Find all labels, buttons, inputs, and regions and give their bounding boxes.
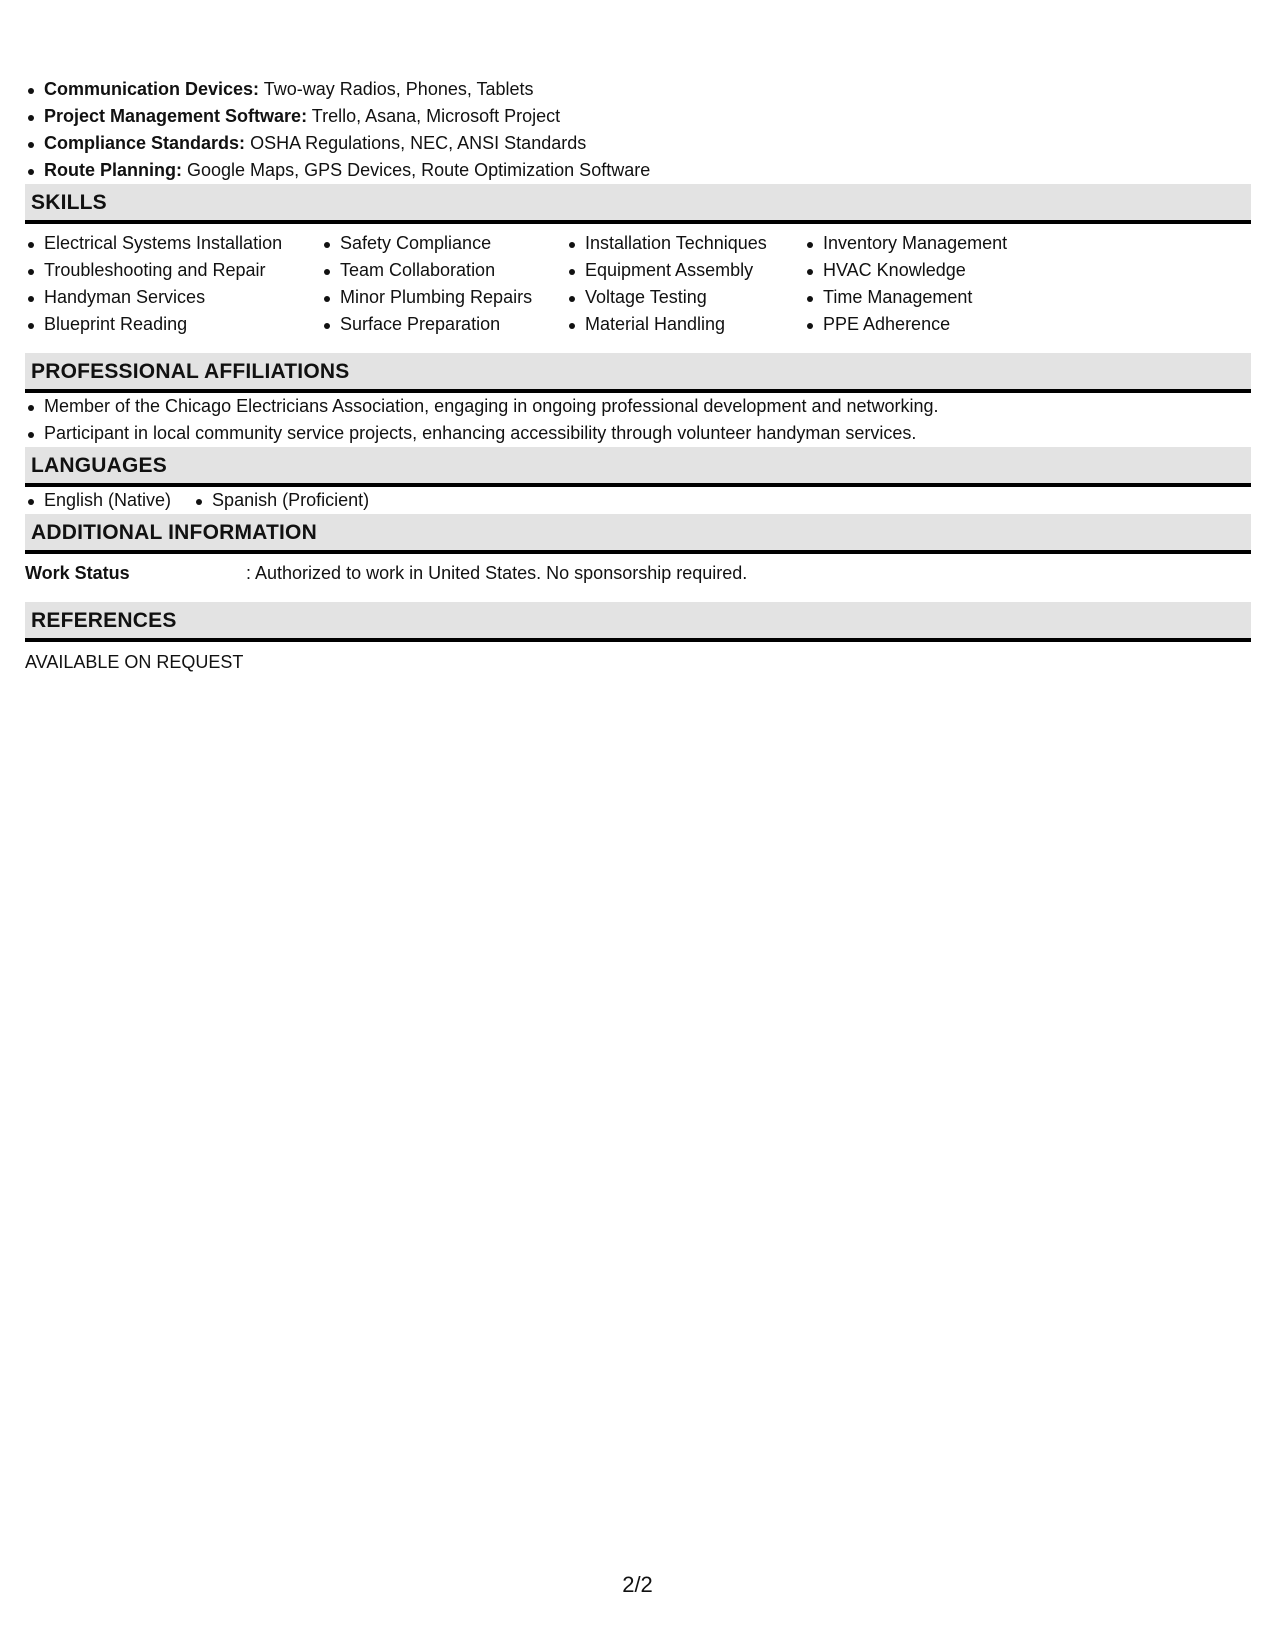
affiliation-item: Member of the Chicago Electricians Association, engaging in ongoing professional development and networking. — [25, 393, 1251, 420]
tools-item — [25, 157, 1251, 184]
skill-item: Electrical Systems Installation — [25, 230, 321, 257]
skill-item: Installation Techniques — [566, 230, 804, 257]
languages-heading: LANGUAGES — [25, 447, 1251, 487]
tools-item-value: Google Maps, GPS Devices, Route Optimization Software — [187, 160, 651, 180]
references-text: AVAILABLE ON REQUEST — [25, 652, 244, 672]
tools-item-label: Communication Devices: — [44, 79, 260, 99]
skills-heading: SKILLS — [25, 184, 1251, 224]
skills-column — [321, 230, 566, 338]
affiliation-item: Participant in local community service projects, enhancing accessibility through volunteer handyman services. — [25, 420, 1251, 447]
skill-item: Handyman Services — [25, 284, 321, 311]
skill-item: Equipment Assembly — [566, 257, 804, 284]
affiliations-list — [25, 393, 1251, 447]
tools-item — [25, 130, 1251, 157]
skill-item: Inventory Management — [804, 230, 1054, 257]
language-item: English (Native) — [25, 487, 171, 514]
tools-list — [25, 76, 1251, 184]
skills-column — [804, 230, 1054, 338]
skills-column — [566, 230, 804, 338]
work-status-value: : Authorized to work in United States. No sponsorship required. — [246, 563, 748, 583]
languages-list — [25, 487, 1251, 514]
affiliations-heading: PROFESSIONAL AFFILIATIONS — [25, 353, 1251, 393]
tools-item-value: OSHA Regulations, NEC, ANSI Standards — [250, 133, 587, 153]
skill-item: Minor Plumbing Repairs — [321, 284, 566, 311]
tools-item-value: Trello, Asana, Microsoft Project — [311, 106, 561, 126]
skill-item: Voltage Testing — [566, 284, 804, 311]
page-number: 2/2 — [622, 1572, 653, 1597]
resume-page — [25, 76, 1251, 676]
skills-grid — [25, 230, 1251, 338]
work-status-row — [25, 560, 1251, 587]
language-item: Spanish (Proficient) — [193, 487, 369, 514]
skill-item: Surface Preparation — [321, 311, 566, 338]
skill-item: Safety Compliance — [321, 230, 566, 257]
skill-item: Material Handling — [566, 311, 804, 338]
skill-item: Troubleshooting and Repair — [25, 257, 321, 284]
tools-item-label: Compliance Standards: — [44, 133, 246, 153]
tools-item-value: Two-way Radios, Phones, Tablets — [263, 79, 534, 99]
skill-item: Blueprint Reading — [25, 311, 321, 338]
tools-item — [25, 76, 1251, 103]
skill-item: PPE Adherence — [804, 311, 1054, 338]
skills-column — [25, 230, 321, 338]
tools-item-label: Route Planning: — [44, 160, 182, 180]
skill-item: Time Management — [804, 284, 1054, 311]
references-heading: REFERENCES — [25, 602, 1251, 642]
additional-info-heading: ADDITIONAL INFORMATION — [25, 514, 1251, 554]
skill-item: HVAC Knowledge — [804, 257, 1054, 284]
tools-item-label: Project Management Software: — [44, 106, 308, 126]
work-status-label: Work Status — [25, 563, 130, 583]
skill-item: Team Collaboration — [321, 257, 566, 284]
tools-item — [25, 103, 1251, 130]
